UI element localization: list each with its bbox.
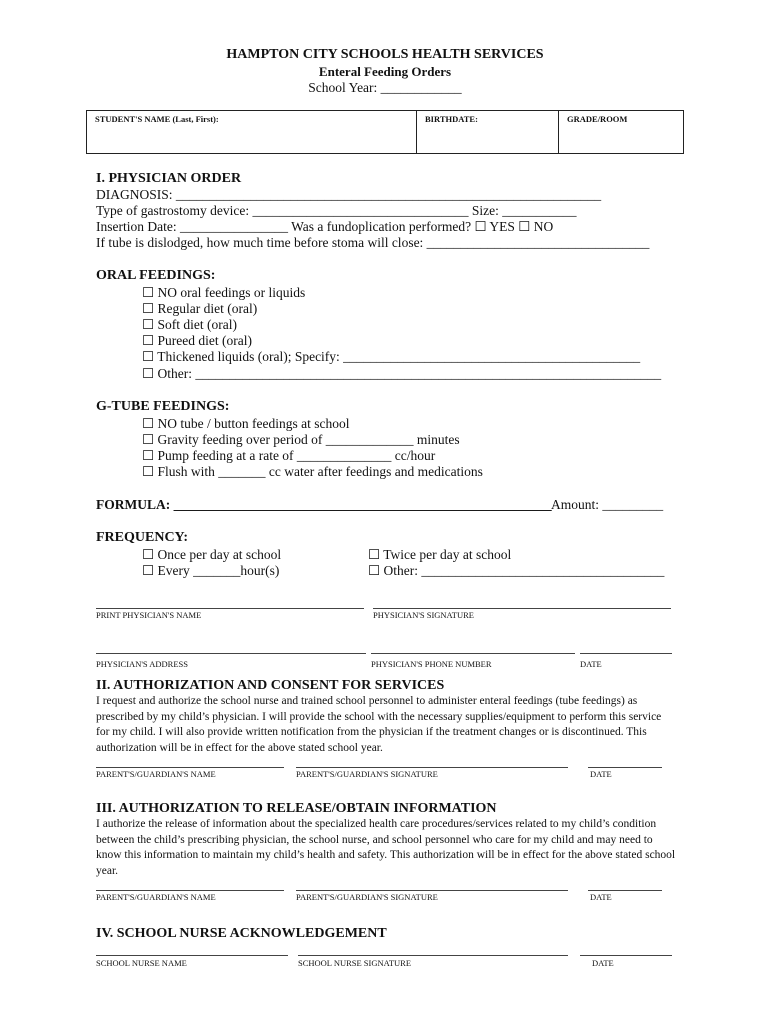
guardian-date-line[interactable] <box>588 767 662 768</box>
grade-room-cell[interactable] <box>559 111 683 153</box>
guardian-name-label: PARENT'S/GUARDIAN'S NAME <box>96 769 216 779</box>
stoma-close-field[interactable]: If tube is dislodged, how much time before stoma will close: _________________________________ <box>96 235 650 250</box>
authorization-heading: II. AUTHORIZATION AND CONSENT FOR SERVICES <box>96 678 445 693</box>
authorization-text: I request and authorize the school nurse and trained school personnel to administer enteral feedings (tube feedings) as prescribed by my child’s physician. I will provide the school with the necessary supplies/equipment to perform this service for my child. I will also provide written notification from the physician if the treatment changes or is discontinued. This authorization will be in effect for the above stated school year. <box>96 695 662 754</box>
guardian-signature-line[interactable] <box>296 767 568 768</box>
physician-signature-label: PHYSICIAN'S SIGNATURE <box>373 610 474 620</box>
frequency-twice-option[interactable]: ☐ Twice per day at school <box>368 547 512 562</box>
amount-field[interactable]: Amount: _________ <box>551 497 664 512</box>
gtube-option[interactable]: ☐ Flush with _______ cc water after feedings and medications <box>142 464 483 479</box>
release-date-label: DATE <box>590 892 612 902</box>
gtube-option[interactable]: ☐ Pump feeding at a rate of ______________ cc/hour <box>142 448 436 463</box>
physician-phone-line[interactable] <box>371 653 575 654</box>
device-field[interactable]: Type of gastrostomy device: ________________________________ Size: ___________ <box>96 203 577 218</box>
release-date-line[interactable] <box>588 890 662 891</box>
frequency-every-option[interactable]: ☐ Every _______hour(s) <box>142 563 280 578</box>
grade-room-label: GRADE/ROOM <box>567 114 628 124</box>
school-year-field[interactable]: School Year: ____________ <box>308 80 462 95</box>
physician-date-line[interactable] <box>580 653 672 654</box>
physician-address-line[interactable] <box>96 653 366 654</box>
oral-option[interactable]: ☐ Pureed diet (oral) <box>142 333 252 348</box>
insertion-date-field[interactable]: Insertion Date: ________________ Was a fundoplication performed? ☐ YES ☐ NO <box>96 219 554 234</box>
birthdate-label: BIRTHDATE: <box>425 114 478 124</box>
nurse-date-label: DATE <box>592 958 614 968</box>
oral-option[interactable]: ☐ Thickened liquids (oral); Specify: ____________________________________________ <box>142 349 641 364</box>
oral-feedings-heading: ORAL FEEDINGS: <box>96 268 216 283</box>
nurse-signature-line[interactable] <box>298 955 568 956</box>
oral-option[interactable]: ☐ Soft diet (oral) <box>142 317 237 332</box>
form-subtitle: Enteral Feeding Orders <box>318 64 452 79</box>
guardian-name-line[interactable] <box>96 767 284 768</box>
nurse-heading: IV. SCHOOL NURSE ACKNOWLEDGEMENT <box>96 926 387 941</box>
student-name-label: STUDENT'S NAME (Last, First): <box>95 114 219 124</box>
oral-option[interactable]: ☐ NO oral feedings or liquids <box>142 285 306 300</box>
physician-phone-label: PHYSICIAN'S PHONE NUMBER <box>371 659 492 669</box>
guardian-signature-label: PARENT'S/GUARDIAN'S SIGNATURE <box>296 769 438 779</box>
oral-option[interactable]: ☐ Other: _____________________________________________________________________ <box>142 366 662 381</box>
student-info-box <box>86 110 684 154</box>
physician-order-heading: I. PHYSICIAN ORDER <box>96 171 242 186</box>
release-text: I authorize the release of information about the specialized health care procedures/services related to my child’s condition between the child’s prescribing physician, the school nurse, and school personnel who care for my child and may need to know this information to maintain my child’s health and safety. This authorization will be in effect for the above stated school year. <box>96 818 676 877</box>
gtube-option[interactable]: ☐ NO tube / button feedings at school <box>142 416 350 431</box>
release-heading: III. AUTHORIZATION TO RELEASE/OBTAIN INFORMATION <box>96 801 497 816</box>
gtube-feedings-heading: G-TUBE FEEDINGS: <box>96 399 230 414</box>
release-guardian-name-line[interactable] <box>96 890 284 891</box>
physician-address-label: PHYSICIAN'S ADDRESS <box>96 659 188 669</box>
guardian-date-label: DATE <box>590 769 612 779</box>
release-guardian-signature-line[interactable] <box>296 890 568 891</box>
physician-signature-line[interactable] <box>373 608 671 609</box>
nurse-date-line[interactable] <box>580 955 672 956</box>
student-name-cell[interactable] <box>87 111 417 153</box>
form-title: HAMPTON CITY SCHOOLS HEALTH SERVICES <box>226 47 544 62</box>
release-guardian-signature-label: PARENT'S/GUARDIAN'S SIGNATURE <box>296 892 438 902</box>
oral-option[interactable]: ☐ Regular diet (oral) <box>142 301 258 316</box>
frequency-other-option[interactable]: ☐ Other: ____________________________________ <box>368 563 665 578</box>
frequency-once-option[interactable]: ☐ Once per day at school <box>142 547 282 562</box>
nurse-name-label: SCHOOL NURSE NAME <box>96 958 187 968</box>
formula-label: FORMULA: ________________________________________________________ <box>96 497 552 512</box>
gtube-option[interactable]: ☐ Gravity feeding over period of _____________ minutes <box>142 432 460 447</box>
release-guardian-name-label: PARENT'S/GUARDIAN'S NAME <box>96 892 216 902</box>
nurse-signature-label: SCHOOL NURSE SIGNATURE <box>298 958 412 968</box>
formula-field[interactable] <box>96 497 552 513</box>
nurse-name-line[interactable] <box>96 955 288 956</box>
diagnosis-field[interactable]: DIAGNOSIS: _______________________________________________________________ <box>96 187 602 202</box>
physician-name-line[interactable] <box>96 608 364 609</box>
physician-date-label: DATE <box>580 659 602 669</box>
physician-name-label: PRINT PHYSICIAN'S NAME <box>96 610 202 620</box>
birthdate-cell[interactable] <box>417 111 559 153</box>
frequency-heading: FREQUENCY: <box>96 530 189 545</box>
